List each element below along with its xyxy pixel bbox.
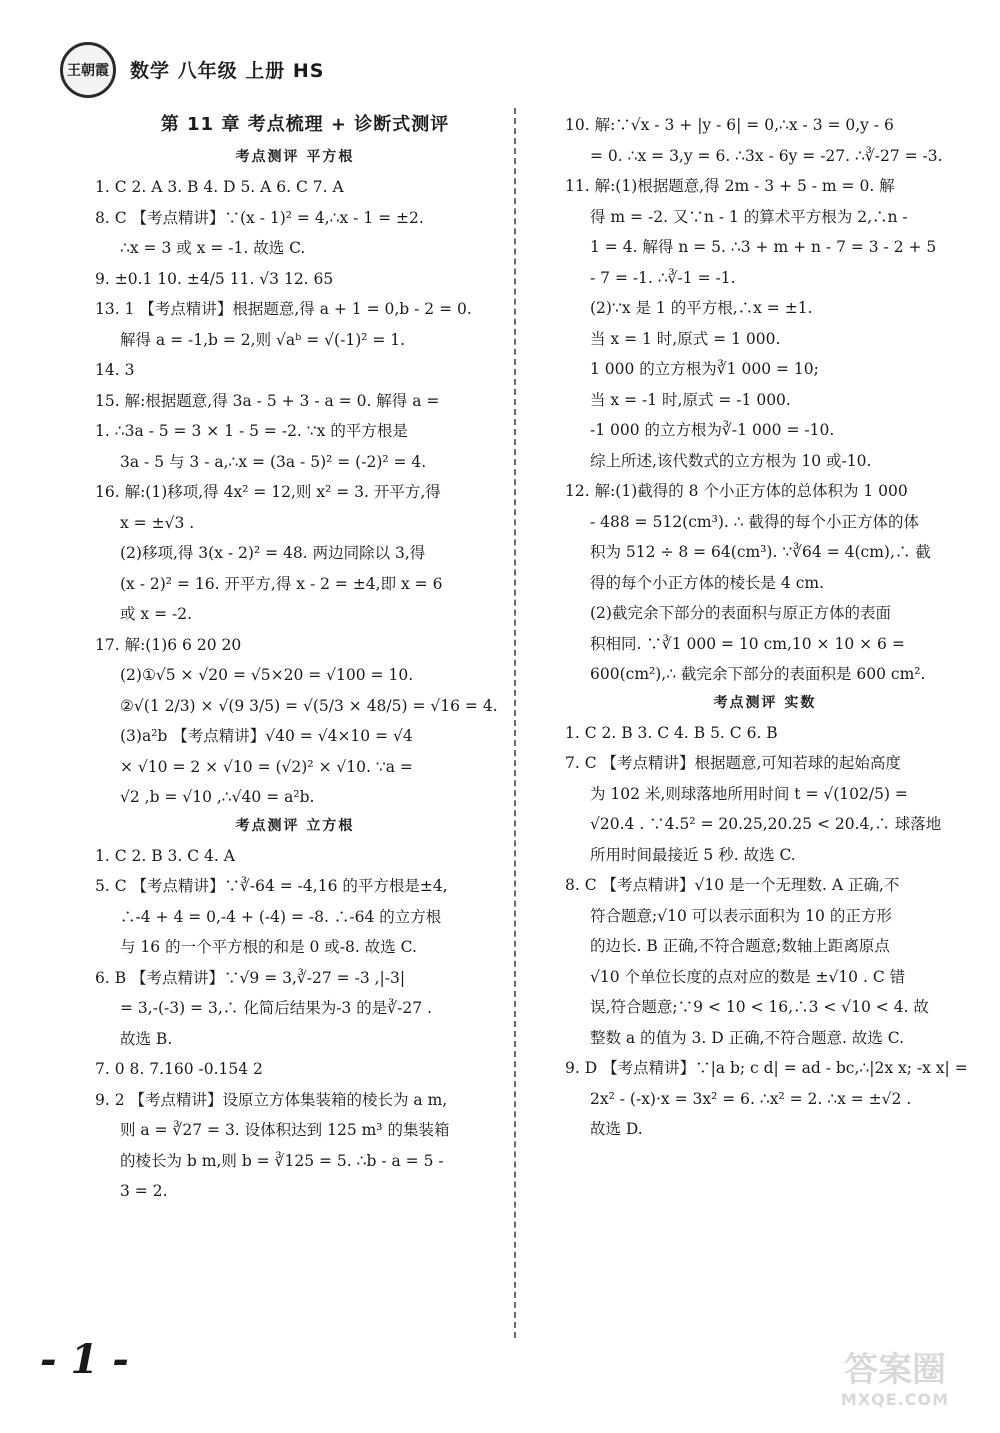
answer-line: 或 x = -2. — [120, 605, 193, 623]
answer-line: 14. 3 — [95, 361, 135, 379]
answer-line: 综上所述,该代数式的立方根为 10 或-10. — [590, 451, 872, 470]
watermark-logo — [810, 1350, 980, 1420]
answer-line: (2)①√5 × √20 = √5×20 = √100 = 10. — [120, 666, 414, 684]
answer-line: 16. 解:(1)移项,得 4x² = 12,则 x² = 3. 开平方,得 — [95, 483, 441, 501]
answer-line: 故选 D. — [590, 1120, 643, 1138]
answer-line: 1. ∴3a - 5 = 3 × 1 - 5 = -2. ∵x 的平方根是 — [95, 422, 408, 440]
answer-line: (3)a²b 【考点精讲】√40 = √4×10 = √4 — [120, 727, 413, 745]
answer-line: = 3,-(-3) = 3,∴ 化简后结果为-3 的是∛-27 . — [120, 999, 432, 1017]
answer-line: x = ±√3 . — [120, 513, 195, 532]
answer-line: 1. C 2. A 3. B 4. D 5. A 6. C 7. A — [95, 178, 344, 196]
answer-line: √2 ,b = √10 ,∴√40 = a²b. — [120, 788, 315, 806]
page-number: - 1 - — [40, 1336, 129, 1383]
answer-line: 2x² - (-x)·x = 3x² = 6. ∴x² = 2. ∴x = ±√2 . — [590, 1089, 912, 1108]
answer-line: -1 000 的立方根为∛-1 000 = -10. — [590, 421, 835, 439]
answer-line: 7. C 【考点精讲】根据题意,可知若球的起始高度 — [565, 754, 901, 772]
answer-line: 得的每个小正方体的棱长是 4 cm. — [590, 573, 825, 592]
answer-line: √20.4 . ∵4.5² = 20.25,20.25 < 20.4,∴ 球落地 — [590, 815, 942, 833]
answer-line: ∴x = 3 或 x = -1. 故选 C. — [120, 239, 306, 257]
answer-line: 7. 0 8. 7.160 -0.154 2 — [95, 1060, 263, 1078]
answer-line: 积相同. ∵∛1 000 = 10 cm,10 × 10 × 6 = — [590, 634, 905, 653]
answer-line: 8. C 【考点精讲】∵(x - 1)² = 4,∴x - 1 = ±2. — [95, 208, 424, 227]
answer-line: - 7 = -1. ∴∛-1 = -1. — [590, 268, 736, 287]
answer-line: 15. 解:根据题意,得 3a - 5 + 3 - a = 0. 解得 a = — [95, 391, 440, 410]
answer-line: 9. 2 【考点精讲】设原立方体集装箱的棱长为 a m, — [95, 1090, 448, 1109]
answer-line: 1. C 2. B 3. C 4. B 5. C 6. B — [565, 723, 778, 742]
answer-line: 1 = 4. 解得 n = 5. ∴3 + m + n - 7 = 3 - 2 + 5 — [590, 238, 937, 256]
answer-line: 积为 512 ÷ 8 = 64(cm³). ∵∛64 = 4(cm),∴ 截 — [590, 543, 931, 561]
answer-line: 6. B 【考点精讲】∵√9 = 3,∛-27 = -3 ,|-3| — [95, 968, 406, 987]
cube-root-answers — [95, 841, 495, 1207]
answer-line: 11. 解:(1)根据题意,得 2m - 3 + 5 - m = 0. 解 — [565, 177, 895, 195]
left-column — [95, 110, 498, 1207]
answer-line: 1. C 2. B 3. C 4. A — [95, 846, 235, 865]
answer-line: 13. 1 【考点精讲】根据题意,得 a + 1 = 0,b - 2 = 0. — [95, 300, 472, 318]
square-root-answers — [95, 172, 498, 813]
answer-line: 10. 解:∵√x - 3 + |y - 6| = 0,∴x - 3 = 0,y - 6 — [565, 116, 894, 134]
logo-text: 王朝霞 — [67, 63, 109, 79]
watermark-url: MXQE.COM — [840, 1390, 950, 1409]
answer-line: 的棱长为 b m,则 b = ∛125 = 5. ∴b - a = 5 - — [120, 1151, 444, 1170]
answer-line: × √10 = 2 × √10 = (√2)² × √10. ∵a = — [120, 757, 413, 776]
answer-line: 8. C 【考点精讲】√10 是一个无理数. A 正确,不 — [565, 876, 900, 894]
watermark-text: 答案圈 — [844, 1350, 946, 1390]
answer-line: 整数 a 的值为 3. D 正确,不符合题意. 故选 C. — [590, 1028, 905, 1047]
answer-line: 当 x = 1 时,原式 = 1 000. — [590, 329, 781, 348]
answer-line: (2)∵x 是 1 的平方根,∴x = ±1. — [590, 299, 813, 317]
answer-line: 所用时间最接近 5 秒. 故选 C. — [590, 845, 796, 864]
answer-line: 1 000 的立方根为∛1 000 = 10; — [590, 360, 819, 378]
answer-line: = 0. ∴x = 3,y = 6. ∴3x - 6y = -27. ∴∛-27 = -3. — [590, 146, 943, 165]
answer-line: 的边长. B 正确,不符合题意;数轴上距离原点 — [590, 937, 890, 955]
section-heading-real-numbers: 考点测评 实数 — [713, 694, 817, 711]
answer-line: 为 102 米,则球落地所用时间 t = √(102/5) = — [590, 784, 908, 803]
answer-line: 符合题意;√10 可以表示面积为 10 的正方形 — [590, 906, 892, 925]
section-heading-square-root: 考点测评 平方根 — [235, 149, 355, 165]
real-number-answers — [565, 718, 968, 1145]
answer-line: 600(cm²),∴ 截完余下部分的表面积是 600 cm². — [590, 665, 926, 683]
answer-line: 3a - 5 与 3 - a,∴x = (3a - 5)² = (-2)² = 4. — [120, 452, 427, 471]
answer-line: 9. D 【考点精讲】∵|a b; c d| = ad - bc,∴|2x x; -x x| = — [565, 1059, 968, 1077]
chapter-title: 第 11 章 考点梳理 + 诊断式测评 — [160, 114, 450, 135]
answer-line: (2)移项,得 3(x - 2)² = 48. 两边同除以 3,得 — [120, 544, 426, 562]
answer-line: ∴-4 + 4 = 0,-4 + (-4) = -8. ∴-64 的立方根 — [120, 907, 442, 926]
cube-root-answers-continued — [565, 110, 965, 690]
answer-line: 12. 解:(1)截得的 8 个小正方体的总体积为 1 000 — [565, 482, 908, 500]
answer-line: (2)截完余下部分的表面积与原正方体的表面 — [590, 604, 891, 622]
answer-line: 当 x = -1 时,原式 = -1 000. — [590, 390, 791, 409]
answer-line: (x - 2)² = 16. 开平方,得 x - 2 = ±4,即 x = 6 — [120, 574, 443, 593]
answer-line: √10 个单位长度的点对应的数是 ±√10 . C 错 — [590, 967, 906, 986]
answer-line: 9. ±0.1 10. ±4/5 11. √3 12. 65 — [95, 269, 334, 288]
answer-line: 解得 a = -1,b = 2,则 √aᵇ = √(-1)² = 1. — [120, 330, 406, 349]
answer-line: ②√(1 2/3) × √(9 3/5) = √(5/3 × 48/5) = √16 = 4. — [120, 696, 498, 715]
answer-line: - 488 = 512(cm³). ∴ 截得的每个小正方体的体 — [590, 512, 920, 531]
answer-line: 得 m = -2. 又∵n - 1 的算术平方根为 2,∴n - — [590, 207, 908, 226]
answer-line: 误,符合题意;∵9 < 10 < 16,∴3 < √10 < 4. 故 — [590, 998, 929, 1016]
answer-line: 则 a = ∛27 = 3. 设体积达到 125 m³ 的集装箱 — [120, 1121, 450, 1139]
column-divider — [514, 108, 516, 1338]
answer-line: 17. 解:(1)6 6 20 20 — [95, 635, 242, 654]
answer-line: 与 16 的一个平方根的和是 0 或-8. 故选 C. — [120, 938, 417, 956]
section-heading-cube-root: 考点测评 立方根 — [235, 817, 355, 834]
publisher-logo — [60, 42, 116, 98]
answer-line: 3 = 2. — [120, 1182, 168, 1200]
page-header — [60, 42, 520, 102]
answer-line: 5. C 【考点精讲】∵∛-64 = -4,16 的平方根是±4, — [95, 877, 448, 895]
right-column — [565, 110, 968, 1145]
answer-line: 故选 B. — [120, 1029, 173, 1048]
book-title: 数学 八年级 上册 HS — [130, 60, 325, 82]
